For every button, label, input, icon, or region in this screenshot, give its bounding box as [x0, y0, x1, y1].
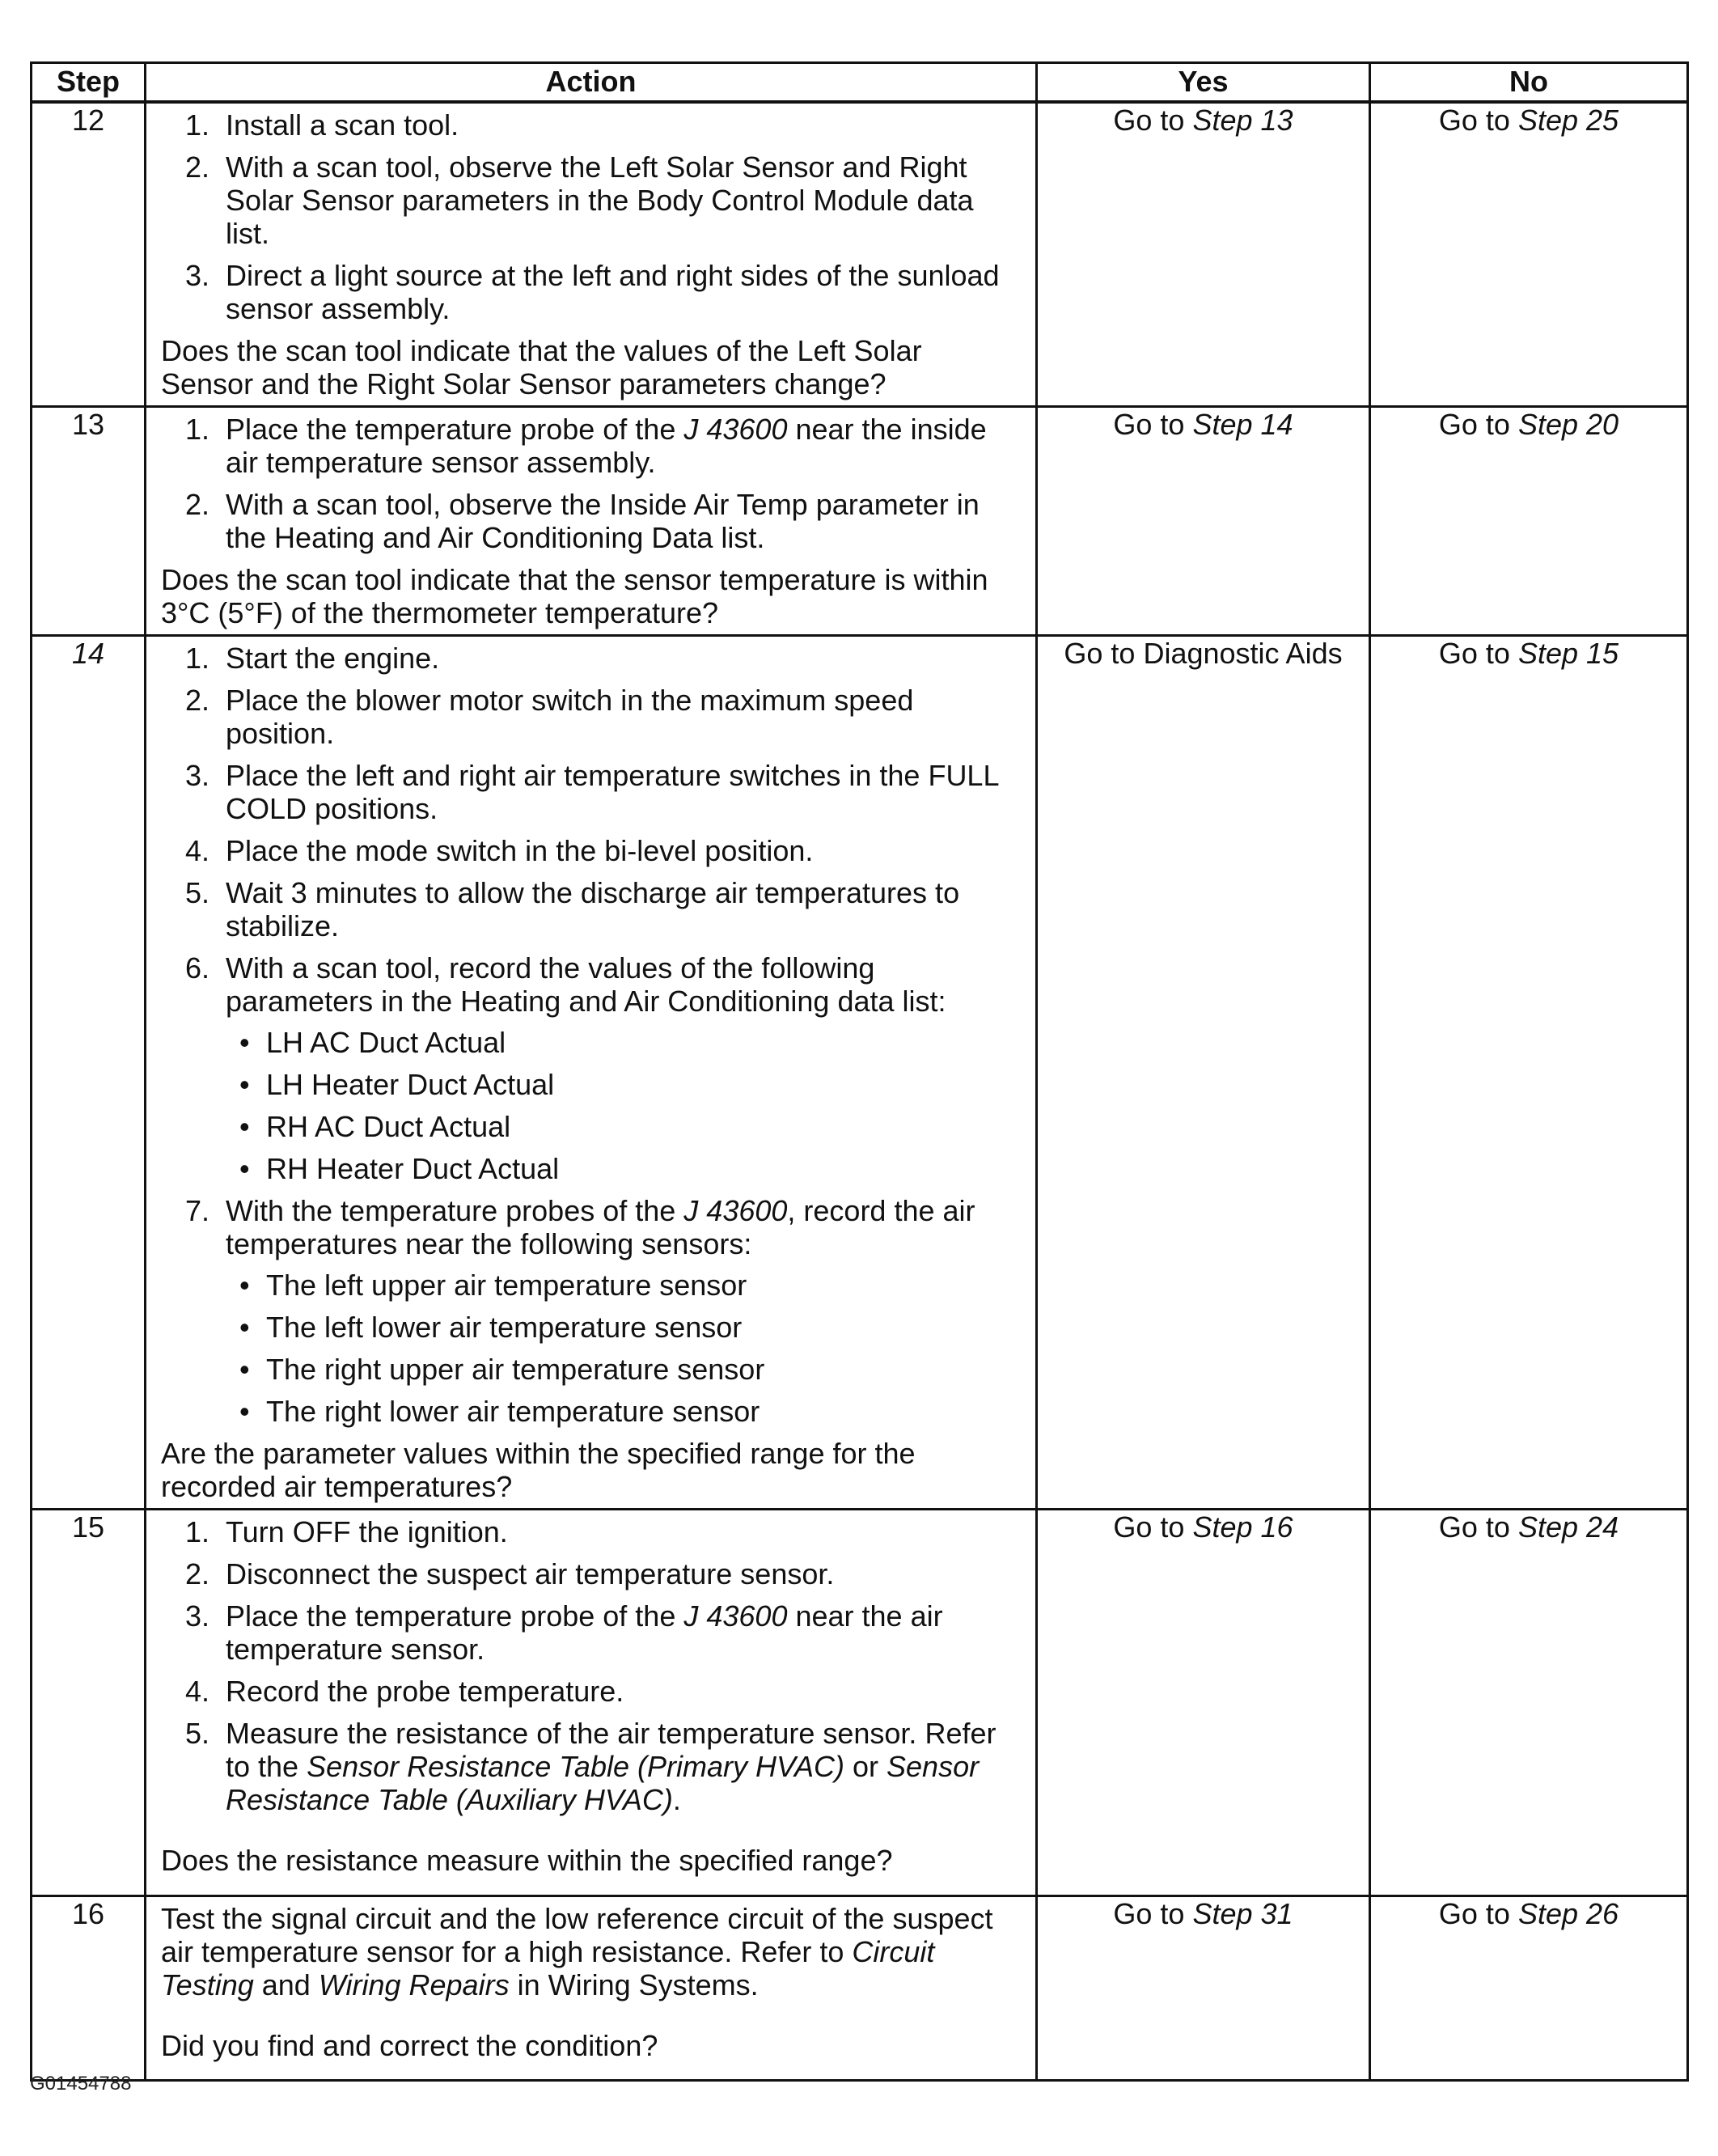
step-number: 16: [32, 1896, 146, 2081]
list-item: • The right upper air temperature sensor: [226, 1353, 1019, 1386]
table-row-step-16: [32, 1896, 1688, 2081]
action-step: 3. Place the left and right air temperature switches in the FULL COLD positions.: [185, 759, 999, 825]
no-answer: Go to Step 15: [1370, 636, 1688, 1510]
header-no: No: [1370, 63, 1688, 103]
list-item: • The right lower air temperature sensor: [226, 1395, 1019, 1428]
action-step: 2. With a scan tool, observe the Inside Air Temp parameter in the Heating and Air Conditioning Data list.: [185, 488, 980, 554]
parameter-list: [226, 1026, 1019, 1185]
table-row-step-12: [32, 102, 1688, 407]
diagnostic-table: [30, 61, 1689, 2082]
question: Does the scan tool indicate that the values of the Left Solar Sensor and the Right Solar Sensor parameters change?: [161, 334, 922, 400]
no-answer: Go to Step 20: [1370, 407, 1688, 636]
yes-answer: Go to Step 31: [1037, 1896, 1370, 2081]
action-step: 5. Wait 3 minutes to allow the discharge air temperatures to stabilize.: [185, 876, 960, 942]
table-row-step-14: [32, 636, 1688, 1510]
table-row-step-13: [32, 407, 1688, 636]
action-cell: [146, 1896, 1037, 2081]
no-answer: Go to Step 26: [1370, 1896, 1688, 2081]
question: Did you find and correct the condition?: [161, 2029, 658, 2062]
header-yes: Yes: [1037, 63, 1370, 103]
yes-answer: Go to Step 16: [1037, 1510, 1370, 1896]
no-answer: Go to Step 25: [1370, 102, 1688, 407]
action-cell: [146, 102, 1037, 407]
action-step: 6. With a scan tool, record the values of the following parameters in the Heating and Air Conditioning data list: • LH AC Duct Actual • LH Heater Duct Actual • RH AC Duct Actual • RH Heater Duct Actual: [161, 951, 1019, 1185]
action-step: 1. Install a scan tool.: [185, 108, 459, 142]
question: Are the parameter values within the specified range for the recorded air temperatures?: [161, 1437, 916, 1503]
list-item: • LH Heater Duct Actual: [226, 1068, 1019, 1101]
yes-answer: Go to Step 14: [1037, 407, 1370, 636]
list-item: • The left lower air temperature sensor: [226, 1311, 1019, 1344]
action-step: 2. Disconnect the suspect air temperature sensor.: [185, 1557, 835, 1591]
action-step: 7. With the temperature probes of the J 43600, record the air temperatures near the following sensors: • The left upper air temperature sensor • The left lower air temperature sensor • The right upper air temperature sensor • The right lower air temperature sensor: [161, 1194, 1019, 1428]
action-steps: [161, 413, 1019, 554]
step-number: 14: [32, 636, 146, 1510]
header-row: [32, 63, 1688, 103]
list-item: • LH AC Duct Actual: [226, 1026, 1019, 1059]
step-number: 15: [32, 1510, 146, 1896]
action-cell: [146, 1510, 1037, 1896]
table-row-step-15: [32, 1510, 1688, 1896]
action-step: 2. Place the blower motor switch in the maximum speed position.: [185, 684, 914, 750]
action-step: 3. Place the temperature probe of the J 43600 near the air temperature sensor.: [185, 1599, 943, 1666]
action-steps: [161, 1515, 1019, 1816]
list-item: • RH AC Duct Actual: [226, 1110, 1019, 1143]
list-item: • RH Heater Duct Actual: [226, 1152, 1019, 1185]
action-text: Test the signal circuit and the low reference circuit of the suspect air temperature sensor for a high resistance. Refer to Circuit Testing and Wiring Repairs in Wiring Systems.: [161, 1902, 993, 2001]
header-action: Action: [146, 63, 1037, 103]
action-step: 4. Place the mode switch in the bi-level position.: [185, 834, 814, 867]
yes-answer: Go to Step 13: [1037, 102, 1370, 407]
action-step: 1. Place the temperature probe of the J 43600 near the inside air temperature sensor assembly.: [185, 413, 987, 479]
step-number: 12: [32, 102, 146, 407]
action-step: 5. Measure the resistance of the air temperature sensor. Refer to the Sensor Resistance Table (Primary HVAC) or Sensor Resistance Table (Auxiliary HVAC).: [185, 1717, 997, 1816]
action-steps: [161, 108, 1019, 325]
action-step: 2. With a scan tool, observe the Left Solar Sensor and Right Solar Sensor parameters in the Body Control Module data list.: [185, 150, 974, 250]
action-step: 3. Direct a light source at the left and right sides of the sunload sensor assembly.: [185, 259, 1000, 325]
action-cell: [146, 636, 1037, 1510]
header-step: Step: [32, 63, 146, 103]
action-cell: [146, 407, 1037, 636]
action-step: 4. Record the probe temperature.: [185, 1675, 624, 1708]
no-answer: Go to Step 24: [1370, 1510, 1688, 1896]
sensor-list: [226, 1269, 1019, 1428]
list-item: • The left upper air temperature sensor: [226, 1269, 1019, 1302]
action-step: 1. Turn OFF the ignition.: [185, 1515, 508, 1548]
action-step: 1. Start the engine.: [185, 642, 440, 675]
figure-id: G01454788: [30, 2073, 132, 2095]
question: Does the scan tool indicate that the sensor temperature is within 3°C (5°F) of the thermometer temperature?: [161, 563, 988, 629]
yes-answer: Go to Diagnostic Aids: [1037, 636, 1370, 1510]
question: Does the resistance measure within the specified range?: [161, 1844, 893, 1877]
action-steps: [161, 642, 1019, 1428]
step-number: 13: [32, 407, 146, 636]
